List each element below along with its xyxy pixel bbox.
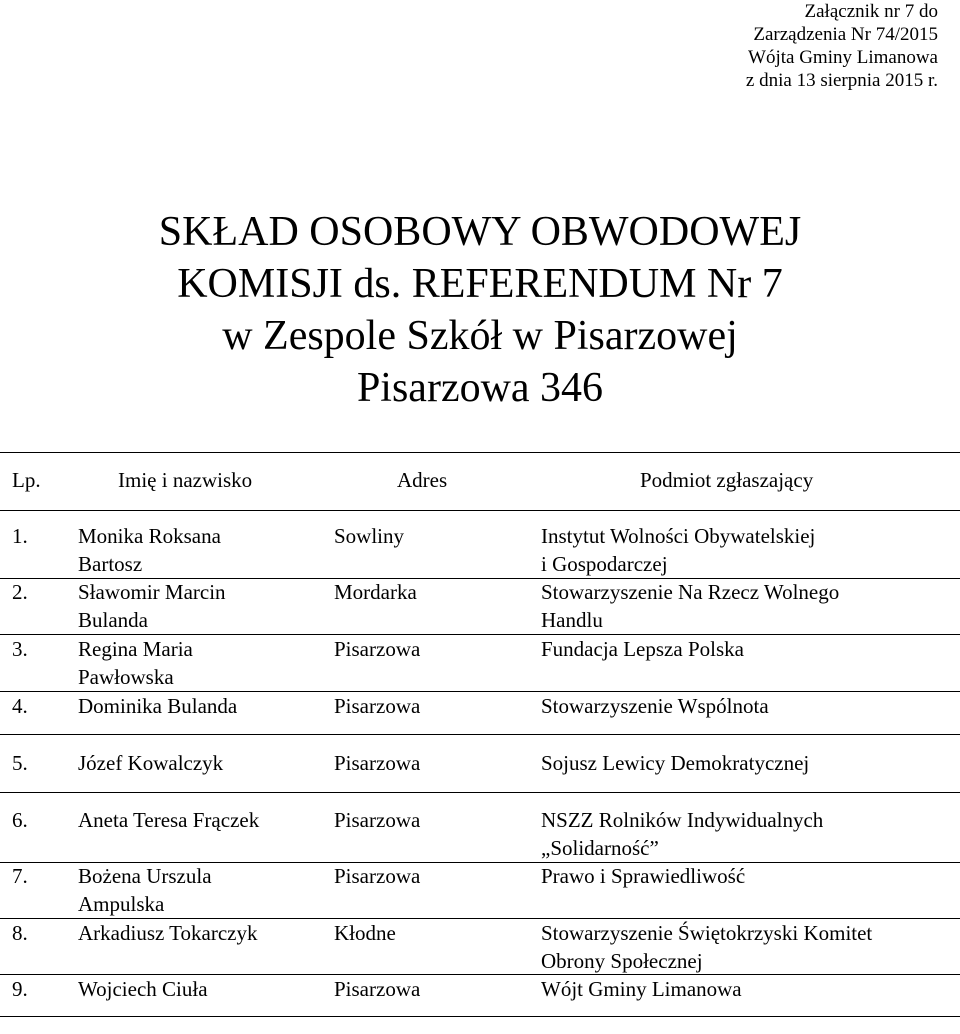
row-address: Pisarzowa [334, 694, 421, 718]
row-submitter-line-2: „Solidarność” [541, 836, 659, 860]
row-name-line-2: Pawłowska [78, 665, 174, 689]
header-address: Adres [397, 468, 448, 492]
row-address: Pisarzowa [334, 637, 421, 661]
title-line-2: KOMISJI ds. REFERENDUM Nr 7 [177, 261, 783, 307]
row-address: Kłodne [334, 921, 396, 945]
row-lp: 6. [12, 808, 28, 832]
annex-line-4: z dnia 13 sierpnia 2015 r. [745, 70, 938, 91]
row-lp: 9. [12, 977, 28, 1001]
annex-note [746, 0, 938, 92]
row-rule [0, 734, 960, 735]
row-lp: 8. [12, 921, 28, 945]
table-header-rule [0, 510, 960, 511]
row-submitter-line-1: Stowarzyszenie Świętokrzyski Komitet [541, 921, 873, 945]
title-line-4: Pisarzowa 346 [356, 365, 604, 411]
row-address: Mordarka [334, 580, 417, 604]
row-name-line-2: Bartosz [78, 552, 143, 576]
row-submitter: Wójt Gminy Limanowa [541, 977, 742, 1001]
title-line-1: SKŁAD OSOBOWY OBWODOWEJ [158, 209, 802, 255]
header-lp: Lp. [12, 468, 41, 492]
table-bottom-rule [0, 1016, 960, 1017]
row-submitter-line-1: NSZZ Rolników Indywidualnych [541, 808, 824, 832]
row-submitter [541, 578, 839, 634]
row-name [78, 635, 193, 691]
annex-line-2: Zarządzenia Nr 74/2015 [753, 24, 938, 45]
row-address: Sowliny [334, 524, 405, 548]
row-name-line-1: Regina Maria [78, 637, 193, 661]
row-address: Pisarzowa [334, 977, 421, 1001]
table-top-rule [0, 452, 960, 453]
row-address: Pisarzowa [334, 751, 421, 775]
row-submitter-line-2: Handlu [541, 608, 603, 632]
row-name: Józef Kowalczyk [78, 751, 224, 775]
row-lp: 1. [12, 524, 28, 548]
row-submitter [541, 522, 815, 578]
row-submitter-line-2: i Gospodarczej [541, 552, 668, 576]
row-lp: 4. [12, 694, 28, 718]
row-name: Dominika Bulanda [78, 694, 238, 718]
row-name-line-1: Monika Roksana [78, 524, 221, 548]
row-submitter [541, 919, 872, 975]
row-name-line-1: Sławomir Marcin [78, 580, 226, 604]
row-rule [0, 792, 960, 793]
row-lp: 7. [12, 864, 28, 888]
row-name [78, 862, 212, 918]
row-name: Arkadiusz Tokarczyk [78, 921, 258, 945]
row-submitter: Stowarzyszenie Wspólnota [541, 694, 769, 718]
row-address: Pisarzowa [334, 864, 421, 888]
row-address: Pisarzowa [334, 808, 421, 832]
header-submitter: Podmiot zgłaszający [640, 468, 814, 492]
row-submitter [541, 806, 823, 862]
title-line-3: w Zespole Szkół w Pisarzowej [222, 313, 738, 359]
row-submitter: Sojusz Lewicy Demokratycznej [541, 751, 810, 775]
row-name [78, 522, 221, 578]
annex-line-3: Wójta Gminy Limanowa [748, 47, 938, 68]
row-name-line-2: Bulanda [78, 608, 148, 632]
row-name [78, 578, 226, 634]
row-name-line-2: Ampulska [78, 892, 165, 916]
row-submitter-line-1: Instytut Wolności Obywatelskiej [541, 524, 816, 548]
row-lp: 2. [12, 580, 28, 604]
row-name: Wojciech Ciuła [78, 977, 208, 1001]
row-submitter: Prawo i Sprawiedliwość [541, 864, 746, 888]
document-title [0, 206, 960, 414]
annex-line-1: Załącznik nr 7 do [804, 1, 938, 22]
row-submitter: Fundacja Lepsza Polska [541, 637, 744, 661]
header-name: Imię i nazwisko [118, 468, 253, 492]
row-name: Aneta Teresa Frączek [78, 808, 260, 832]
row-name-line-1: Bożena Urszula [78, 864, 212, 888]
row-submitter-line-1: Stowarzyszenie Na Rzecz Wolnego [541, 580, 840, 604]
row-lp: 5. [12, 751, 28, 775]
row-submitter-line-2: Obrony Społecznej [541, 949, 703, 973]
row-lp: 3. [12, 637, 28, 661]
